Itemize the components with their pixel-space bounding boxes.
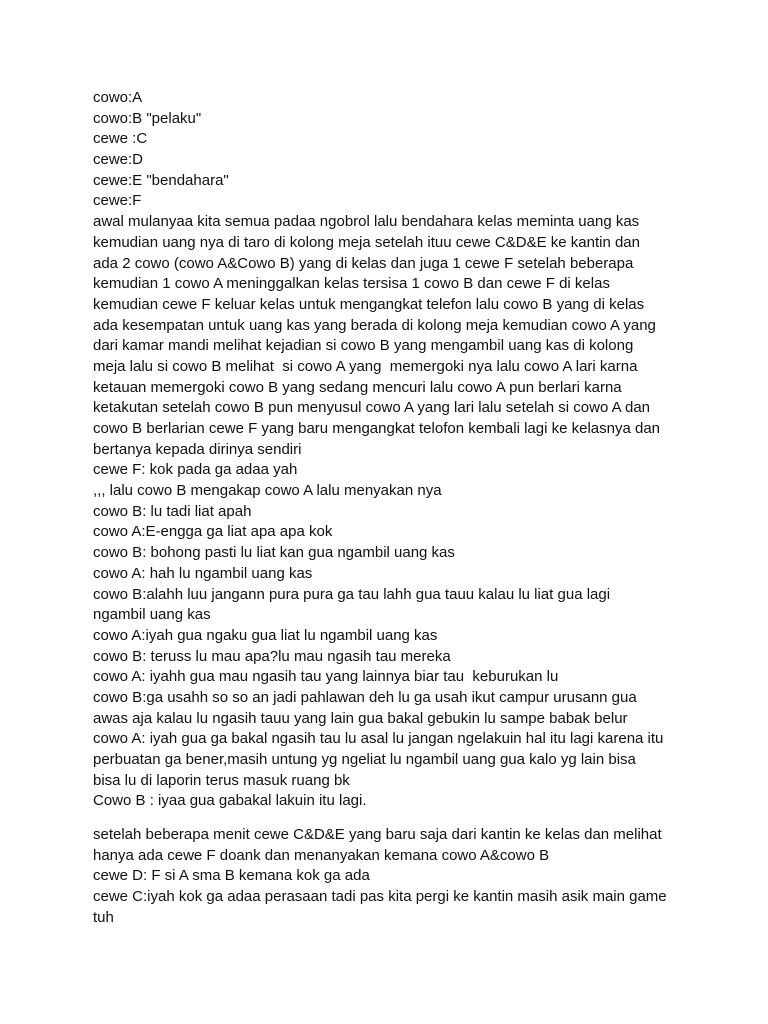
text-line: kemudian uang nya di taro di kolong meja setelah ituu cewe C&D&E ke kantin dan: [93, 233, 640, 251]
text-line: cowo B:ga usahh so so an jadi pahlawan deh lu ga usah ikut campur urusann gua: [93, 688, 637, 706]
text-line: ketauan memergoki cowo B yang sedang mencuri lalu cowo A pun berlari karna: [93, 378, 622, 396]
text-line: ada 2 cowo (cowo A&Cowo B) yang di kelas dan juga 1 cewe F setelah beberapa: [93, 254, 634, 272]
text-line: cewe:F: [93, 192, 142, 210]
text-line: cewe C:iyah kok ga adaa perasaan tadi pas kita pergi ke kantin masih asik main game: [93, 888, 667, 906]
text-line: kemudian cewe F keluar kelas untuk mengangkat telefon lalu cowo B yang di kelas: [93, 295, 645, 313]
text-line: ada kesempatan untuk uang kas yang berada di kolong meja kemudian cowo A yang: [93, 316, 656, 334]
text-line: cewe :C: [93, 130, 148, 148]
paragraph-block-2: [93, 825, 703, 928]
text-line: bertanya kepada dirinya sendiri: [93, 440, 302, 458]
text-line: cowo A: iyah gua ga bakal ngasih tau lu asal lu jangan ngelakuin hal itu lagi karena itu: [93, 730, 664, 748]
text-line: cowo A:E-engga ga liat apa apa kok: [93, 523, 333, 541]
text-line: kemudian 1 cowo A meninggalkan kelas tersisa 1 cowo B dan cewe F di kelas: [93, 275, 610, 293]
text-line: awas aja kalau lu ngasih tauu yang lain gua bakal gebukin lu sampe babak belur: [93, 709, 628, 727]
text-line: cowo:B "pelaku": [93, 109, 202, 127]
text-line: cewe D: F si A sma B kemana kok ga ada: [93, 867, 370, 885]
text-line: cowo A:iyah gua ngaku gua liat lu ngambil uang kas: [93, 626, 438, 644]
text-line: cowo B:alahh luu jangann pura pura ga tau lahh gua tauu kalau lu liat gua lagi: [93, 585, 611, 603]
paragraph-block-1: [93, 88, 703, 812]
text-line: cowo B berlarian cewe F yang baru mengangkat telofon kembali lagi ke kelasnya dan: [93, 420, 660, 437]
text-line: meja lalu si cowo B melihat si cowo A yang memergoki nya lalu cowo A lari karna: [93, 357, 638, 375]
text-line: cowo A: iyahh gua mau ngasih tau yang lainnya biar tau keburukan lu: [93, 668, 559, 686]
text-line: cewe:D: [93, 151, 144, 169]
text-line: cowo A: hah lu ngambil uang kas: [93, 564, 313, 582]
text-line: cowo:A: [93, 89, 143, 106]
text-line: ,,, lalu cowo B mengakap cowo A lalu menyakan nya: [93, 482, 442, 500]
text-line: Cowo B : iyaa gua gabakal lakuin itu lagi.: [93, 792, 367, 810]
text-line: tuh: [93, 908, 114, 926]
text-line: hanya ada cewe F doank dan menanyakan kemana cowo A&cowo B: [93, 846, 550, 864]
paragraph-gap: [93, 812, 703, 825]
text-line: cowo B: teruss lu mau apa?lu mau ngasih tau mereka: [93, 647, 451, 665]
text-line: ketakutan setelah cowo B pun menyusul cowo A yang lari lalu setelah si cowo A dan: [93, 399, 651, 417]
document-page: [93, 88, 703, 929]
text-line: bisa lu di laporin terus masuk ruang bk: [93, 771, 350, 789]
text-line: setelah beberapa menit cewe C&D&E yang baru saja dari kantin ke kelas dan melihat: [93, 826, 662, 844]
text-line: cewe F: kok pada ga adaa yah: [93, 461, 298, 479]
text-line: cewe:E "bendahara": [93, 171, 229, 189]
text-line: awal mulanyaa kita semua padaa ngobrol lalu bendahara kelas meminta uang kas: [93, 213, 640, 231]
text-line: cowo B: lu tadi liat apah: [93, 502, 252, 520]
text-line: perbuatan ga bener,masih untung yg ngeliat lu ngambil uang gua kalo yg lain bisa: [93, 751, 636, 768]
text-line: ngambil uang kas: [93, 606, 211, 624]
text-line: dari kamar mandi melihat kejadian si cowo B yang mengambil uang kas di kolong: [93, 337, 634, 355]
text-line: cowo B: bohong pasti lu liat kan gua ngambil uang kas: [93, 544, 455, 562]
